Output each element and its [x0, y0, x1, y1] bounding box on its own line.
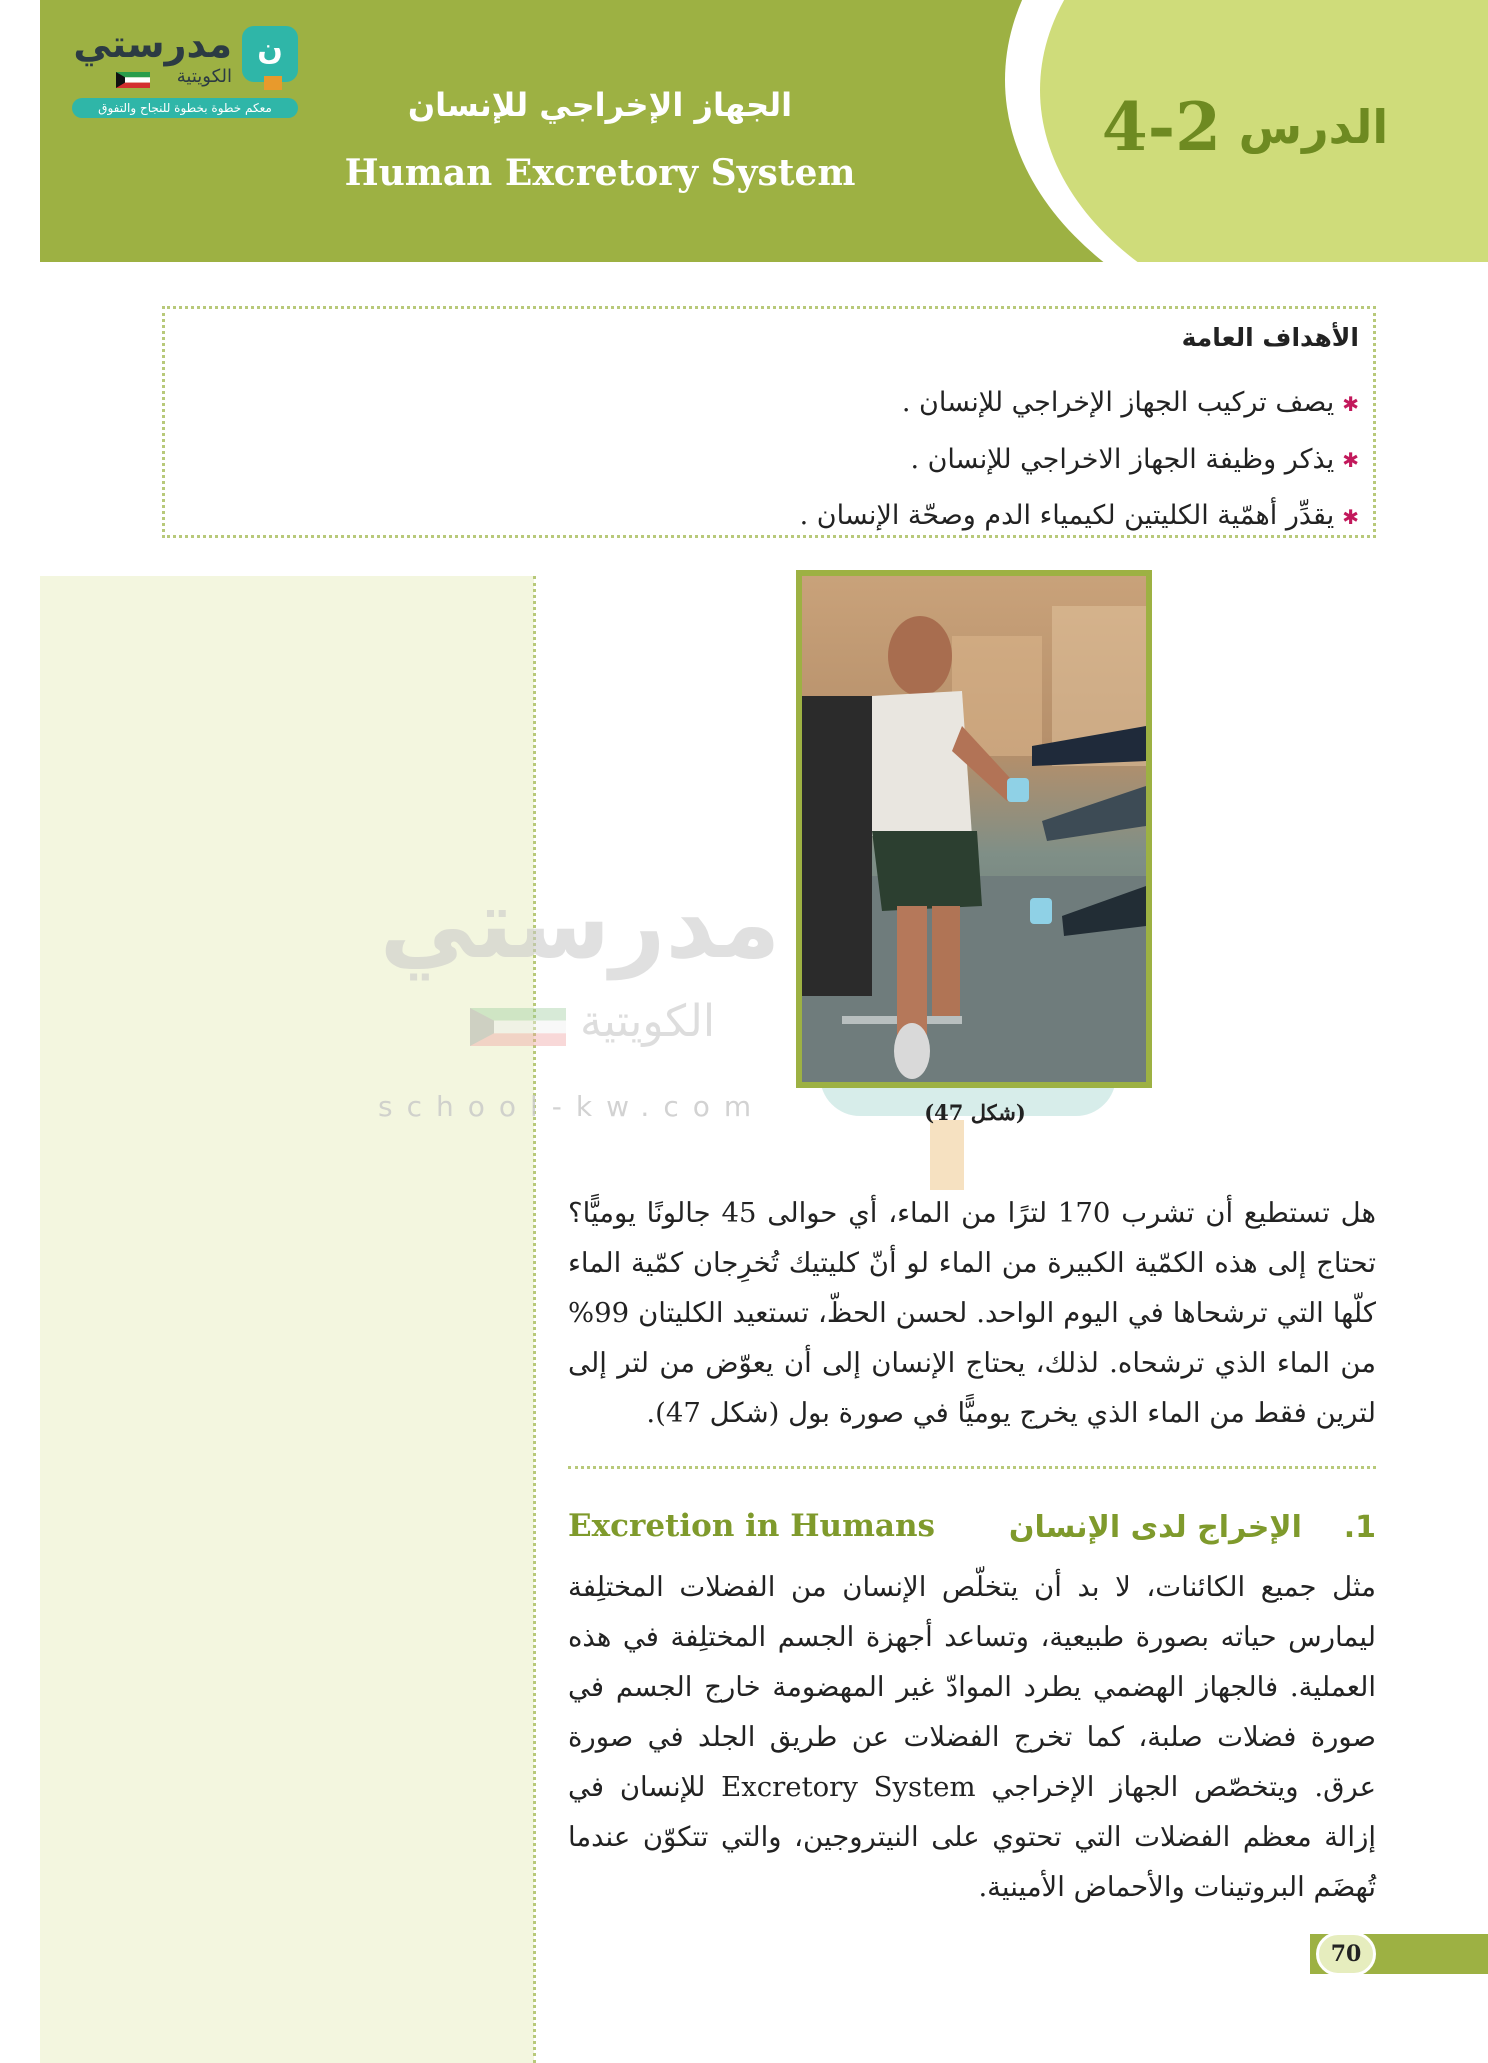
objective-item: ✱يصف تركيب الجهاز الإخراجي للإنسان .	[901, 387, 1359, 418]
page-title-english: Human Excretory System	[344, 152, 856, 194]
section-divider	[568, 1466, 1376, 1469]
lesson-label	[1100, 88, 1390, 166]
watermark-text: مدرستي	[379, 868, 781, 980]
objective-item: ✱يذكر وظيفة الجهاز الاخراجي للإنسان .	[910, 443, 1359, 475]
logo-subtitle: الكويتية	[176, 66, 232, 87]
site-logo[interactable]	[72, 22, 298, 122]
lesson-word: الدرس	[1238, 100, 1389, 154]
section-number: 1.	[1343, 1510, 1376, 1545]
bullet-star-icon: ✱	[1342, 504, 1359, 529]
logo-symbol-icon: ن	[257, 32, 283, 67]
logo-name: مدرستي	[73, 22, 232, 66]
lesson-number: 4-2	[1101, 88, 1222, 166]
watermark-flag-icon	[470, 1008, 566, 1046]
side-panel	[40, 576, 534, 2063]
watermark-url: school-kw.com	[378, 1090, 766, 1123]
logo-tagline: معكم خطوة بخطوة للنجاح والتفوق	[72, 98, 298, 118]
objectives-box	[162, 306, 1376, 538]
section-title-arabic: الإخراج لدى الإنسان	[1008, 1510, 1302, 1545]
watermark-bookmark-icon	[930, 1120, 964, 1190]
bullet-star-icon: ✱	[1342, 448, 1359, 472]
logo-bookmark-icon	[264, 76, 282, 90]
side-divider	[533, 576, 536, 2063]
runner-photo	[796, 570, 1152, 1088]
page-number: 70	[1316, 1932, 1376, 1976]
figure-caption: (شكل 47)	[924, 1100, 1026, 1125]
runner-photo-illustration	[802, 576, 1146, 1082]
page-title-arabic: الجهاز الإخراجي للإنسان	[407, 86, 793, 124]
section-paragraph: مثل جميع الكائنات، لا بد أن يتخلّص الإنسان من الفضلات المختلِفة ليمارس حياته بصورة طبيعية، وتساعد أجهزة الجسم المختلِفة في هذه العملية. فالجهاز الهضمي يطرد الموادّ غير المهضومة خارج الجسم في صورة فضلات صلبة، كما تخرج الفضلات عن طريق الجلد في صورة عرق. ويتخصّص الجهاز الإخراجي Excretory System للإنسان في إزالة معظم الفضلات التي تحتوي على النيتروجين، والتي تتكوّن عندما تُهضَم البروتينات والأحماض الأمينية.	[568, 1571, 1377, 1903]
section-heading-english: Excretion in Humans	[568, 1508, 935, 1544]
logo-bubble-icon	[242, 26, 298, 82]
intro-paragraph: هل تستطيع أن تشرب 170 لترًا من الماء، أي حوالى 45 جالونًا يوميًّا؟ تحتاج إلى هذه الكمّية الكبيرة من الماء لو أنّ كليتيك تُخرِجان كمّية الماء كلّها التي ترشحاها في اليوم الواحد. لحسن الحظّ، تستعيد الكليتان 99% من الماء الذي ترشحاه. لذلك، يحتاج الإنسان إلى أن يعوّض من لتر إلى لترين فقط من الماء الذي يخرج يوميًّا في صورة بول (شكل 47).	[568, 1197, 1377, 1429]
objectives-title: الأهداف العامة	[1181, 323, 1359, 352]
bullet-star-icon: ✱	[1342, 391, 1359, 416]
watermark-subtitle: الكويتية	[580, 996, 716, 1047]
section-heading-arabic	[1009, 1510, 1376, 1545]
kuwait-flag-icon	[116, 72, 150, 88]
objective-item: ✱يقدِّر أهمّية الكليتين لكيمياء الدم وصحّة الإنسان .	[799, 500, 1359, 531]
objectives-list	[259, 375, 1359, 545]
